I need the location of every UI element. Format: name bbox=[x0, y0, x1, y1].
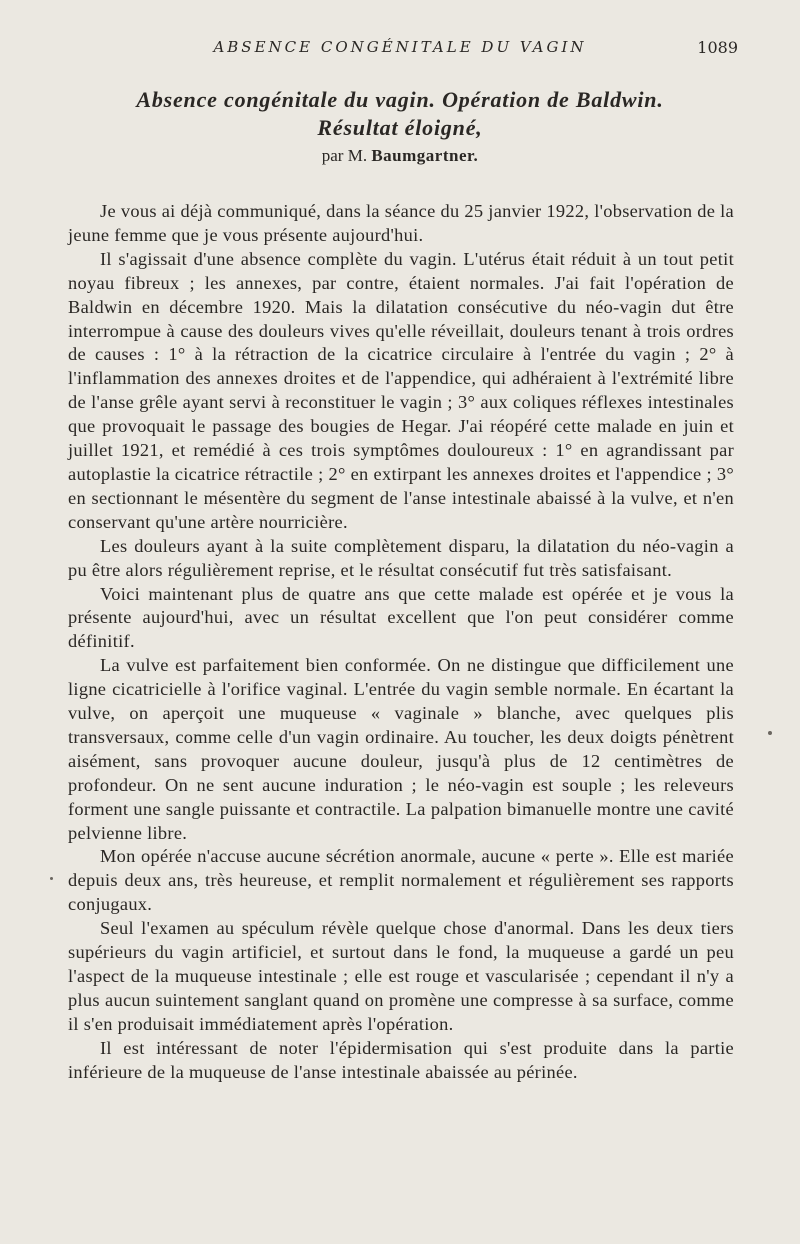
article-title-line-1: Absence congénitale du vagin. Opération de Baldwin. bbox=[136, 87, 664, 112]
running-head-title: ABSENCE CONGÉNITALE DU VAGIN bbox=[213, 38, 587, 56]
article-title bbox=[60, 86, 740, 142]
paragraph: Voici maintenant plus de quatre ans que cette malade est opérée et je vous la présente aujourd'hui, avec un résultat excellent que l'on peut considérer comme définitif. bbox=[68, 583, 734, 652]
paragraph: Les douleurs ayant à la suite complètement disparu, la dilatation du néo-vagin a pu être alors régulièrement reprise, et le résultat consécutif fut très satisfaisant. bbox=[68, 535, 734, 580]
paragraph: Il est intéressant de noter l'épidermisation qui s'est produite dans la partie inférieure de la muqueuse de l'anse intestinale abaissée au périnée. bbox=[68, 1037, 734, 1082]
article-body bbox=[68, 200, 734, 1085]
byline bbox=[0, 146, 800, 166]
page-number: 1089 bbox=[697, 38, 738, 57]
paragraph: Je vous ai déjà communiqué, dans la séance du 25 janvier 1922, l'observation de la jeune femme que je vous présente aujourd'hui. bbox=[68, 201, 734, 245]
author-name: Baumgartner. bbox=[371, 146, 479, 165]
paragraph: Seul l'examen au spéculum révèle quelque chose d'anormal. Dans les deux tiers supérieurs du vagin artificiel, et surtout dans le fond, la muqueuse a gardé un peu l'aspect de la muqueuse intestinale ; elle est rouge et vascularisée ; cependant il n'y a plus aucun suintement sanglant quand on promène une compresse à sa surface, comme il s'en produisait immédiatement après l'opération. bbox=[68, 918, 734, 1034]
running-head bbox=[0, 38, 800, 62]
paragraph: La vulve est parfaitement bien conformée. On ne distingue que difficilement une ligne cicatricielle à l'orifice vaginal. L'entrée du vagin semble normale. En écartant la vulve, on aperçoit une muqueuse « vaginale » blanche, avec quelques plis transversaux, comme celle d'un vagin ordinaire. Au toucher, les deux doigts pénètrent aisément, sans provoquer aucune douleur, jusqu'à plus de 12 centimètres de profondeur. On ne sent aucune induration ; le néo-vagin est souple ; les releveurs forment une sangle puissante et contractile. La palpation bimanuelle montre une cavité pelvienne libre. bbox=[68, 655, 734, 843]
byline-prefix: par M. bbox=[321, 146, 368, 165]
article-title-line-2: Résultat éloigné, bbox=[317, 115, 483, 140]
print-speck bbox=[50, 877, 53, 880]
paragraph: Il s'agissait d'une absence complète du vagin. L'utérus était réduit à un tout petit noyau fibreux ; les annexes, par contre, étaient normales. J'ai fait l'opération de Baldwin en décembre 1920. Mais la dilatation consécutive du néo-vagin dut être interrompue à cause des douleurs vives qu'elle réveillait, douleurs tenant à trois ordres de causes : 1° à la rétraction de la cicatrice circulaire à l'entrée du vagin ; 2° à l'inflammation des annexes droites et de l'appendice, qui adhéraient à l'extrémité libre de l'anse grêle ayant servi à reconstituer le vagin ; 3° aux coliques réflexes intestinales que provoquait le passage des bougies de Hegar. J'ai réopéré cette malade en juin et juillet 1921, et remédié à ces trois symptômes douloureux : 1° en agrandissant par autoplastie la cicatrice rétractile ; 2° en extirpant les annexes droites et l'appendice ; 3° en sectionnant le mésentère du segment de l'anse intestinale abaissé à la vulve, et n'en conservant qu'une artère nourricière. bbox=[68, 248, 734, 532]
print-speck bbox=[768, 731, 772, 735]
paragraph: Mon opérée n'accuse aucune sécrétion anormale, aucune « perte ». Elle est mariée depuis deux ans, très heureuse, et remplit normalement et régulièrement ses rapports conjugaux. bbox=[68, 846, 734, 915]
